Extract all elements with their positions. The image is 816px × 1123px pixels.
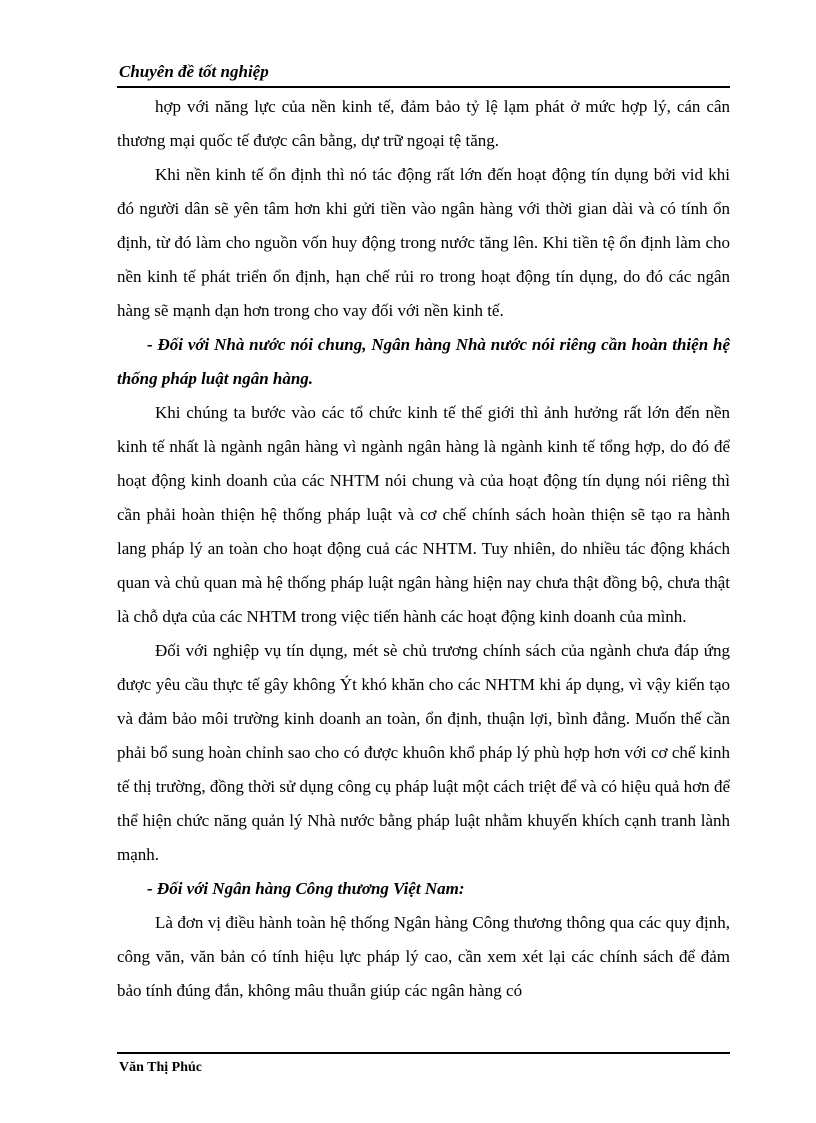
page-header [117,60,730,88]
footer-author: Văn Thị Phúc [119,1060,202,1075]
page-footer [117,1052,730,1075]
section-heading-2: - Đối với Ngân hàng Công thương Việt Nam: [147,879,465,898]
paragraph-5: Là đơn vị điều hành toàn hệ thống Ngân hàng Công thương thông qua các quy định, công văn, văn bản có tính hiệu lực pháp lý cao, cần xem xét lại các chính sách để đảm bảo tính đúng đắn, không mâu thuẫn giúp các ngân hàng có [117,913,730,1000]
paragraph-1: hợp với năng lực của nền kinh tế, đảm bảo tỷ lệ lạm phát ở mức hợp lý, cán cân thương mại quốc tế được cân bằng, dự trữ ngoại tệ tăng. [117,97,730,150]
paragraph-4: Đối với nghiệp vụ tín dụng, mét sè chủ trương chính sách của ngành chưa đáp ứng được yêu cầu thực tế gây không Ýt khó khăn cho các NHTM khi áp dụng, vì vậy kiến tạo và đảm bảo môi trường kinh doanh an toàn, ổn định, thuận lợi, bình đẳng. Muốn thế cần phải bổ sung hoàn chỉnh sao cho có được khuôn khổ pháp lý phù hợp hơn với cơ chế kinh tế thị trường, đồng thời sử dụng công cụ pháp luật một cách triệt để và có hiệu quả hơn để thể hiện chức năng quản lý Nhà nước bằng pháp luật nhằm khuyến khích cạnh tranh lành mạnh. [117,641,730,864]
document-body [117,90,730,1008]
paragraph-2: Khi nền kinh tế ổn định thì nó tác động rất lớn đến hoạt động tín dụng bởi vid khi đó người dân sẽ yên tâm hơn khi gửi tiền vào ngân hàng với thời gian dài và có tính ổn định, từ đó làm cho nguồn vốn huy động trong nước tăng lên. Khi tiền tệ ổn định làm cho nền kinh tế phát triển ổn định, hạn chế rủi ro trong hoạt động tín dụng, do đó các ngân hàng sẽ mạnh dạn hơn trong cho vay đối với nền kinh tế. [117,165,730,320]
section-heading-1: - Đối với Nhà nước nói chung, Ngân hàng Nhà nước nói riêng cần hoàn thiện hệ thống pháp luật ngân hàng. [117,335,730,388]
paragraph-3: Khi chúng ta bước vào các tổ chức kinh tế thế giới thì ảnh hưởng rất lớn đến nền kinh tế nhất là ngành ngân hàng vì ngành ngân hàng là ngành kinh tế tổng hợp, do đó để hoạt động kinh doanh của các NHTM nói chung và của hoạt động tín dụng nói riêng thì cần phải hoàn thiện hệ thống pháp luật và cơ chế chính sách hoàn thiện sẽ tạo ra hành lang pháp lý an toàn cho hoạt động cuả các NHTM. Tuy nhiên, do nhiều tác động khách quan và chủ quan mà hệ thống pháp luật ngân hàng hiện nay chưa thật đồng bộ, chưa thật là chỗ dựa của các NHTM trong việc tiến hành các hoạt động kinh doanh của mình. [117,403,730,626]
header-title: Chuyên đề tốt nghiệp [119,62,269,81]
